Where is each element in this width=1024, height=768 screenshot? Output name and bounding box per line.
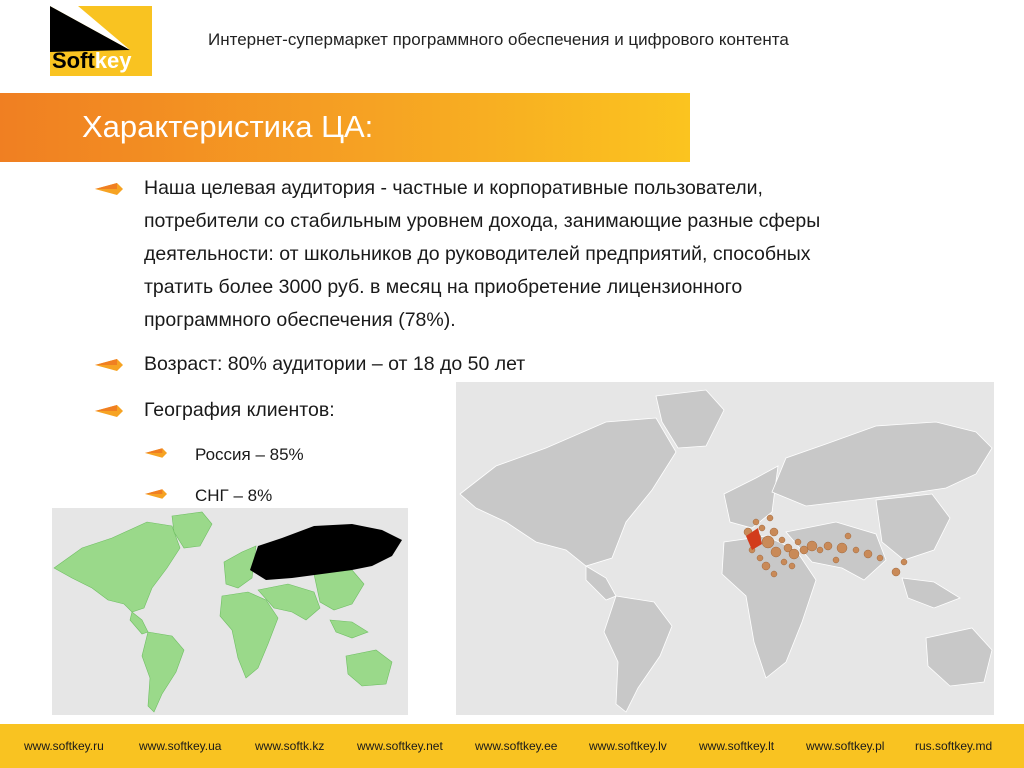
footer-link[interactable]: www.softkey.lv xyxy=(589,739,667,753)
bullet-arrow-icon xyxy=(95,182,123,196)
bullet-line: программного обеспечения (78%). xyxy=(144,309,456,331)
footer-link[interactable]: rus.softkey.md xyxy=(915,739,993,753)
bullet-arrow-icon xyxy=(145,488,167,500)
footer-link[interactable]: www.softkey.ru xyxy=(24,739,104,753)
bullet-text: География клиентов: xyxy=(144,399,335,421)
footer-link[interactable]: www.softkey.lt xyxy=(699,739,775,753)
world-map-green xyxy=(52,508,408,715)
bullet-arrow-icon xyxy=(145,447,167,459)
svg-text:Softkey xyxy=(52,48,132,73)
logo-text-soft: Soft xyxy=(52,48,95,73)
bullet-age xyxy=(95,348,795,381)
bullet-audience xyxy=(95,172,895,342)
sub-bullet-russia xyxy=(145,438,395,468)
sub-bullet-cis xyxy=(145,479,395,509)
bullet-arrow-icon xyxy=(95,358,123,372)
footer-link[interactable]: www.softkey.ee xyxy=(475,739,558,753)
bullet-line: тратить более 3000 руб. в месяц на приобретение лицензионного xyxy=(144,276,743,298)
footer-bar xyxy=(0,724,1024,768)
sub-bullet-text: Россия – 85% xyxy=(195,445,304,464)
bullet-geography xyxy=(95,394,495,427)
header-tagline: Интернет-супермаркет программного обеспечения и цифрового контента xyxy=(208,30,789,49)
logo-text-key: key xyxy=(94,48,132,73)
title-banner xyxy=(0,93,690,162)
logo-mark-icon xyxy=(50,6,152,76)
bullet-line: потребители со стабильным уровнем дохода, занимающие разные сферы xyxy=(144,210,821,232)
world-map-customers xyxy=(456,382,994,715)
footer-link[interactable]: www.softkey.pl xyxy=(806,739,885,753)
sub-bullet-text: СНГ – 8% xyxy=(195,486,273,505)
bullet-line: деятельности: от школьников до руководителей предприятий, способных xyxy=(144,243,811,265)
page-title: Характеристика ЦА: xyxy=(82,109,374,144)
footer-link[interactable]: www.softkey.ua xyxy=(139,739,222,753)
footer-link[interactable]: www.softk.kz xyxy=(255,739,325,753)
softkey-logo xyxy=(50,6,152,76)
bullet-line: Наша целевая аудитория - частные и корпоративные пользователи, xyxy=(144,177,763,199)
bullet-text: Возраст: 80% аудитории – от 18 до 50 лет xyxy=(144,353,526,375)
bullet-arrow-icon xyxy=(95,404,123,418)
footer-link[interactable]: www.softkey.net xyxy=(357,739,443,753)
